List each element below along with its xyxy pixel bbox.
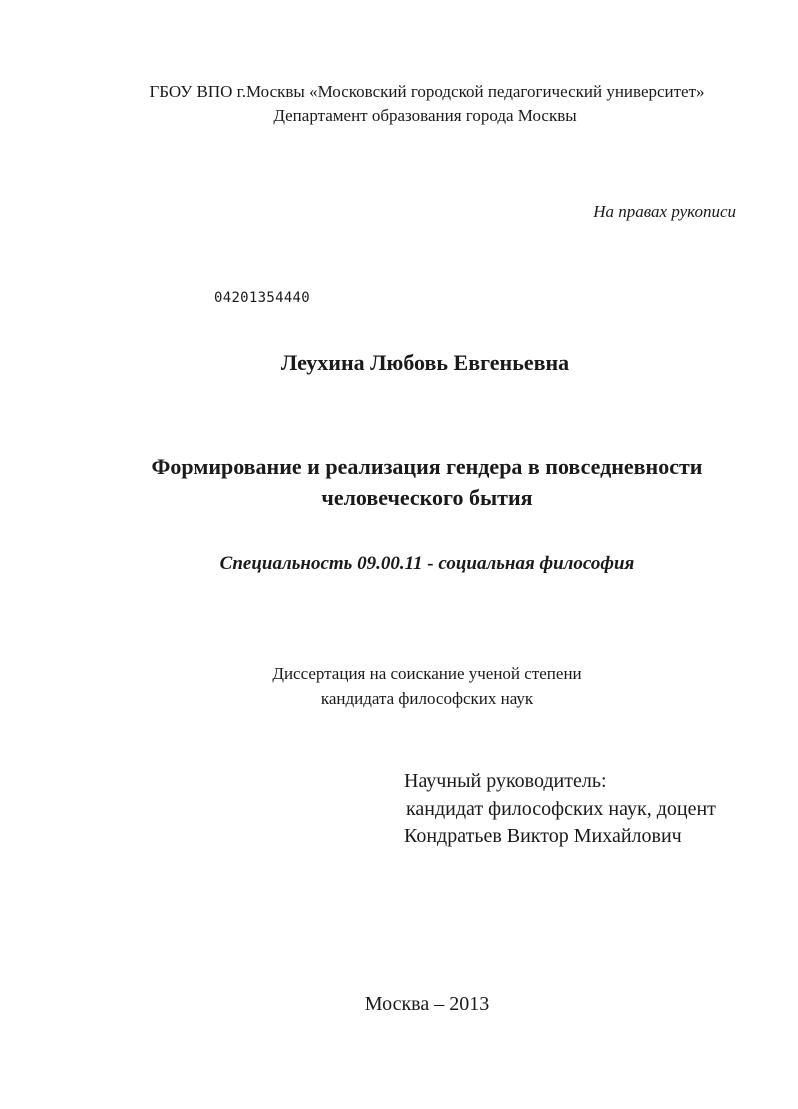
department-name: Департамент образования города Москвы	[273, 106, 577, 125]
catalog-number: 04201354440	[214, 290, 311, 306]
specialty: Специальность 09.00.11 - социальная философия	[219, 553, 635, 574]
dissertation-type-line-1: Диссертация на соискание ученой степени	[272, 664, 582, 683]
manuscript-note: На правах рукописи	[593, 202, 736, 221]
organization-name: ГБОУ ВПО г.Москвы «Московский городской педагогический университет»	[149, 82, 705, 101]
supervisor-degree: кандидат философских наук, доцент	[406, 798, 716, 820]
dissertation-type-line-2: кандидата философских наук	[320, 689, 534, 708]
supervisor-name: Кондратьев Виктор Михайлович	[404, 825, 682, 847]
author-name: Леухина Любовь Евгеньевна	[280, 350, 570, 375]
dissertation-title-line-2: человеческого бытия	[321, 485, 533, 510]
dissertation-title-line-1: Формирование и реализация гендера в повседневности	[151, 454, 703, 479]
supervisor-label: Научный руководитель:	[404, 770, 607, 792]
city-year: Москва – 2013	[364, 993, 490, 1015]
